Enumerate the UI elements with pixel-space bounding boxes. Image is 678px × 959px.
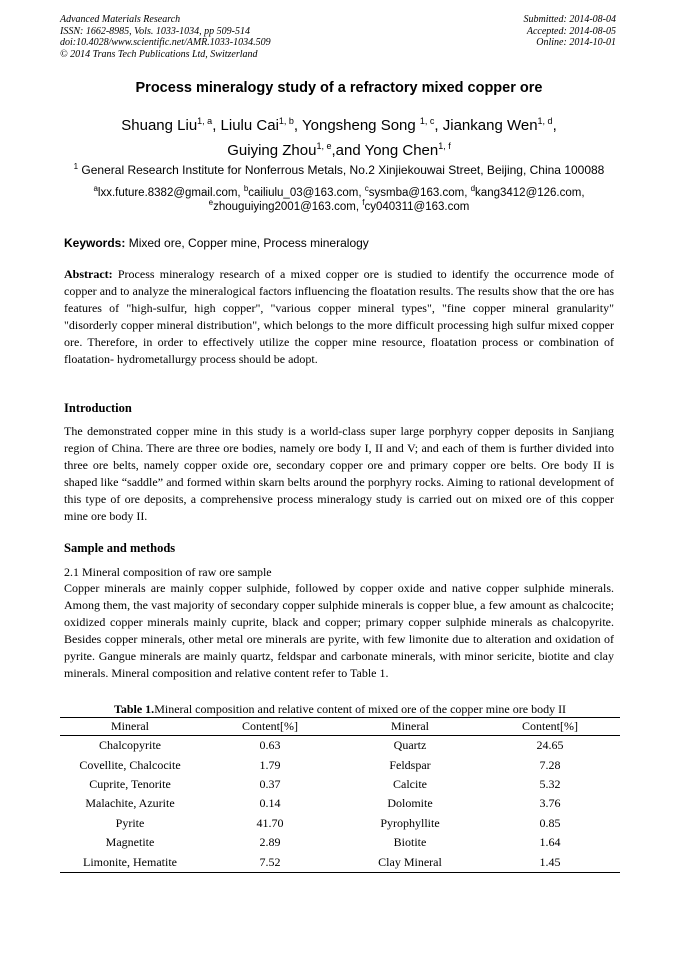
- author-emails: [40, 186, 638, 214]
- online-date: Online: 2014-10-01: [536, 37, 616, 48]
- submission-dates: [524, 14, 617, 49]
- table-cell: 1.64: [539, 835, 561, 850]
- email[interactable]: $^f$cy040311@163.com: [362, 198, 470, 213]
- table-cell: Clay Mineral: [340, 852, 480, 872]
- author: Jiankang Wen$^{1, d}$,: [442, 116, 557, 134]
- table-caption: [60, 702, 620, 717]
- table-cell: Covellite, Chalcocite: [79, 757, 181, 772]
- paper-title: Process mineralogy study of a refractory mixed copper ore: [135, 80, 543, 96]
- journal-name: Advanced Materials Research: [60, 14, 181, 25]
- table-cell: Chalcopyrite: [99, 738, 161, 753]
- table-cell: Calcite: [393, 776, 427, 791]
- table-row: [60, 852, 620, 872]
- table-row: [60, 755, 620, 774]
- sample-text: Copper minerals are mainly copper sulphide, followed by copper oxide and native copper sulphide minerals. Among them, the vast majority of secondary copper sulphide minerals is copper blue, a few amount as chalcocite; oxidized copper minerals mainly cuprite, black and copper; primary copper sulphide minerals as chalcopyrite. Besides copper minerals, other metal ore minerals are pyrite, with few limonite due to alteration and oxidation of pyrite. Gangue minerals are mainly quartz, feldspar and carbonate minerals, with minor sericite, biotite and clay minerals. Mineral composition and relative content refer to Table 1.: [64, 581, 614, 680]
- table-cell: 2.89: [259, 835, 281, 850]
- table-cell: Quartz: [393, 738, 427, 753]
- table-row: [60, 775, 620, 794]
- author: and Yong Chen$^{1, f}$: [335, 141, 451, 159]
- table-cell: 41.70: [256, 815, 284, 830]
- table-header-row: [60, 718, 620, 736]
- table-cell: Biotite: [393, 835, 427, 850]
- author: Guiying Zhou$^{1, e}$,: [227, 141, 336, 159]
- table-cell: 1.45: [480, 852, 620, 872]
- accepted-date: Accepted: 2014-08-05: [526, 25, 616, 37]
- introduction-text: The demonstrated copper mine in this study is a world-class super large porphyry copper deposits in Sanjiang region of China. There are three ore bodies, namely ore body I, II and V; and each of them is further divided into three ore belts, namely copper oxide ore, secondary copper ore and primary copper ore belts. Ore body II is shaped like “saddle” and formed within skarn belts around the porphyry rocks. Aiming to rational development of this type of ore deposits, a comprehensive process mineralogy study is carried out on mixed ore of this copper mine ore body II.: [64, 424, 614, 523]
- table-row: [60, 736, 620, 756]
- table-cell: Pyrophyllite: [380, 815, 440, 830]
- abstract-text: Process mineralogy research of a mixed copper ore is studied to identify the occurrence mode of copper and to analyze the mineralogical factors influencing the floatation results. The results show that the ore has features of "high-sulfur, high copper", "various copper mineral types", "fine copper mineral granularity" "disorderly copper mineral distribution", which belongs to the more difficult processing high sulfur mixed copper ore. Therefore, in order to effectively utilize the copper mine resource, floatation process or combination of floatation- hydrometallurgy process should be adopt.: [64, 267, 614, 366]
- journal-info: [60, 14, 271, 60]
- table-cell: 0.63: [259, 738, 281, 753]
- keywords-label: Keywords:: [64, 236, 126, 250]
- table-caption-text: Mineral composition and relative content of mixed ore of the copper mine ore body II: [154, 702, 567, 716]
- table-cell: 3.76: [539, 796, 561, 811]
- table-cell: 7.52: [200, 852, 340, 872]
- table-row: [60, 833, 620, 852]
- submitted-date: Submitted: 2014-08-04: [523, 14, 616, 25]
- email[interactable]: $^b$cailiulu_03@163.com,: [243, 184, 365, 199]
- column-header: Content[%]: [480, 718, 620, 736]
- table-cell: Cuprite, Tenorite: [89, 776, 171, 791]
- table-cell: 0.37: [259, 776, 281, 791]
- subsection-heading: 2.1 Mineral composition of raw ore sample: [64, 565, 272, 579]
- abstract-label: Abstract:: [64, 267, 113, 281]
- author: Shuang Liu$^{1, a}$,: [121, 116, 221, 134]
- email[interactable]: $^c$sysmba@163.com,: [364, 184, 471, 199]
- table-cell: Dolomite: [387, 796, 433, 811]
- column-header: Content[%]: [200, 718, 340, 736]
- journal-issn: ISSN: 1662-8985, Vols. 1033-1034, pp 509-514: [60, 25, 250, 37]
- table-row: [60, 814, 620, 833]
- abstract: [64, 266, 614, 368]
- table-cell: Pyrite: [115, 815, 145, 830]
- table-cell: 7.28: [539, 757, 561, 772]
- section-heading-sample: Sample and methods: [64, 541, 176, 555]
- keywords: [64, 236, 369, 250]
- author-list: [40, 113, 638, 163]
- table-label: Table 1.: [113, 702, 155, 716]
- email[interactable]: $^e$zhouguiying2001@163.com,: [208, 198, 363, 213]
- table-cell: 0.85: [539, 815, 561, 830]
- table-cell: 1.79: [259, 757, 281, 772]
- table-cell: Magnetite: [105, 835, 155, 850]
- author: Yongsheng Song $^{1, c}$,: [302, 116, 443, 134]
- table-cell: Limonite, Hematite: [60, 852, 200, 872]
- email[interactable]: $^a$lxx.future.8382@gmail.com,: [93, 184, 244, 199]
- affiliation: $^1$ General Research Institute for Nonferrous Metals, No.2 Xinjiekouwai Street, Beijing, China 100088: [73, 162, 605, 177]
- email[interactable]: $^d$kang3412@126.com,: [470, 184, 585, 199]
- keywords-text: Mixed ore, Copper mine, Process mineralogy: [125, 236, 369, 250]
- author: Liulu Cai$^{1, b}$,: [220, 116, 302, 134]
- table-cell: Feldspar: [389, 757, 431, 772]
- column-header: Mineral: [340, 718, 480, 736]
- table-row: [60, 794, 620, 813]
- mineral-table: [60, 717, 620, 873]
- table-cell: 24.65: [536, 738, 564, 753]
- table-cell: Malachite, Azurite: [85, 796, 175, 811]
- column-header: Mineral: [60, 718, 200, 736]
- journal-doi: doi:10.4028/www.scientific.net/AMR.1033-1034.509: [60, 37, 271, 48]
- journal-copyright: © 2014 Trans Tech Publications Ltd, Switzerland: [60, 48, 258, 60]
- table-cell: 5.32: [539, 776, 561, 791]
- table-cell: 0.14: [259, 796, 281, 811]
- section-heading-introduction: Introduction: [64, 401, 132, 415]
